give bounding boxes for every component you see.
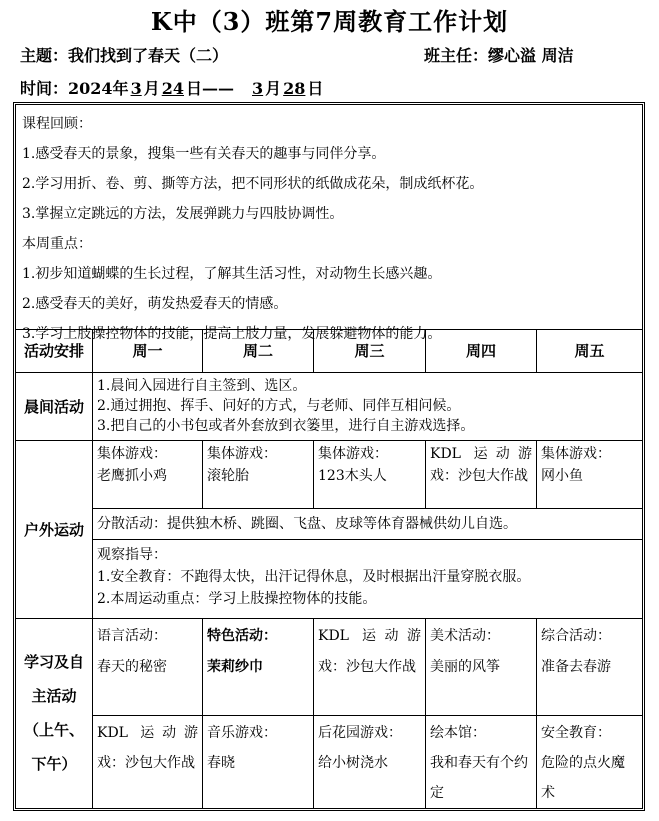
theme-line: [20, 43, 228, 66]
end-month: 3: [252, 79, 264, 98]
focus-heading: 本周重点：: [22, 236, 92, 252]
observe-heading: 观察指导：: [97, 547, 167, 563]
activity-name: 危险的点火魔术: [541, 755, 625, 801]
focus-item: 1.初步知道蝴蝶的生长过程，了解其生活习性，对动物生长感兴趣。: [22, 266, 442, 282]
game-name: 老鹰抓小鸡: [97, 468, 167, 484]
header-day-fri: 周五: [537, 330, 642, 373]
study-mon-1: [93, 619, 203, 716]
study-thu-1: [426, 619, 537, 716]
game-title: KDL 运动游戏：沙包大作战: [430, 446, 532, 484]
time-line: [20, 76, 323, 99]
review-item: 2.学习用折、卷、剪、撕等方法，把不同形状的纸做成花朵，制成纸杯花。: [22, 176, 484, 192]
study-tue-1: [203, 619, 314, 716]
focus-item: 2.感受春天的美好，萌发热爱春天的情感。: [22, 296, 288, 312]
game-title: 集体游戏：: [541, 446, 611, 462]
game-name: 滚轮胎: [207, 468, 249, 484]
outdoor-thu: [426, 441, 537, 509]
review-item: 3.掌握立定跳远的方法，发展弹跳力与四肢协调性。: [22, 206, 344, 222]
review-item: 1.感受春天的景象，搜集一些有关春天的趣事与同伴分享。: [22, 146, 386, 162]
review-heading: 课程回顾：: [22, 116, 92, 132]
study-label: [16, 619, 93, 808]
activity-name: 准备去春游: [541, 659, 611, 675]
activity-title: KDL 运动游戏：沙包大作战: [318, 628, 421, 675]
activity-title: 绘本馆：: [430, 725, 486, 741]
study-wed-2: [314, 716, 426, 808]
outdoor-mon: [93, 441, 203, 509]
theme-label: 主题：: [20, 46, 69, 65]
header-day-wed: 周三: [314, 330, 426, 373]
study-tue-2: [203, 716, 314, 808]
activity-title: 安全教育：: [541, 725, 611, 741]
activity-title: 后花园游戏：: [318, 725, 402, 741]
header-day-mon: 周一: [93, 330, 203, 373]
outdoor-fri: [537, 441, 642, 509]
morning-content: [93, 373, 642, 441]
activity-name: 美丽的风筝: [430, 659, 500, 675]
game-title: 集体游戏：: [207, 446, 277, 462]
month-char-2: 月: [265, 79, 282, 98]
morning-label: 晨间活动: [16, 373, 93, 441]
time-year: 2024年: [68, 79, 129, 98]
morning-line: 1.晨间入园进行自主签到、选区。: [97, 378, 307, 394]
teacher-value: 缪心溢 周洁: [488, 46, 574, 65]
activity-title: 美术活动：: [430, 628, 500, 644]
game-name: 123木头人: [318, 468, 387, 484]
activity-name: 春天的秘密: [97, 659, 167, 675]
outdoor-wed: [314, 441, 426, 509]
time-label: 时间：: [20, 79, 69, 98]
activity-title: 特色活动：: [207, 628, 277, 644]
activity-title: 语言活动：: [97, 628, 167, 644]
study-thu-2: [426, 716, 537, 808]
teacher-label: 班主任：: [424, 46, 489, 65]
theme-value: 我们找到了春天（二）: [68, 46, 229, 65]
outdoor-observe: [93, 540, 642, 619]
activity-name: 茉莉纱巾: [207, 659, 263, 675]
day-char: 日——: [185, 79, 234, 98]
start-day: 24: [161, 79, 184, 98]
activity-name: 春晓: [207, 755, 235, 771]
focus-item: 3.学习上肢操控物体的技能，提高上肢力量，发展躲避物体的能力。: [22, 326, 442, 342]
overview-block: [16, 105, 642, 342]
morning-line: 3.把自己的小书包或者外套放到衣篓里，进行自主游戏选择。: [97, 418, 475, 434]
study-label-line: 主活动: [31, 687, 77, 705]
game-name: 网小鱼: [541, 468, 583, 484]
header-label: 活动安排: [16, 330, 93, 373]
study-fri-2: [537, 716, 642, 808]
study-label-line: 学习及自: [23, 653, 84, 671]
activity-title: KDL 运动游戏：沙包大作战: [97, 725, 198, 771]
morning-line: 2.通过拥抱、挥手、问好的方式，与老师、同伴互相问候。: [97, 398, 461, 414]
teacher-line: [424, 43, 574, 66]
study-fri-1: [537, 619, 642, 716]
outdoor-scatter: 分散活动：提供独木桥、跳圈、飞盘、皮球等体育器械供幼儿自选。: [93, 509, 642, 540]
study-mon-2: [93, 716, 203, 808]
study-wed-1: [314, 619, 426, 716]
game-title: 集体游戏：: [318, 446, 388, 462]
activity-name: 我和春天有个约定: [430, 755, 528, 801]
game-title: 集体游戏：: [97, 446, 167, 462]
activity-name: 给小树浇水: [318, 755, 388, 771]
observe-item: 2.本周运动重点：学习上肢操控物体的技能。: [97, 591, 377, 607]
end-day: 28: [283, 79, 306, 98]
header-day-thu: 周四: [426, 330, 537, 373]
outdoor-tue: [203, 441, 314, 509]
activity-title: 综合活动：: [541, 628, 611, 644]
page-title: K中（3）班第7周教育工作计划: [150, 7, 509, 36]
plan-table: [13, 102, 645, 811]
month-char: 月: [143, 79, 160, 98]
start-month: 3: [130, 79, 142, 98]
outdoor-label: 户外运动: [16, 441, 93, 619]
observe-item: 1.安全教育：不跑得太快，出汗记得休息，及时根据出汗量穿脱衣服。: [97, 569, 531, 585]
activity-title: 音乐游戏：: [207, 725, 277, 741]
header-day-tue: 周二: [203, 330, 314, 373]
day-char-2: 日: [307, 79, 324, 98]
study-label-line: （上午、: [23, 721, 84, 739]
study-label-line: 下午）: [31, 755, 77, 773]
